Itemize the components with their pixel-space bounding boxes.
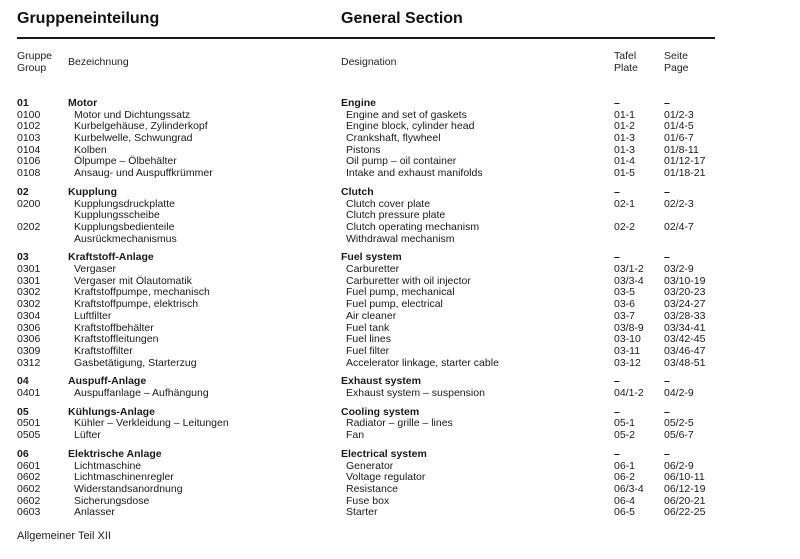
group-code: 0200 (17, 198, 41, 210)
plate-number: – (614, 251, 620, 263)
designation-english: Fuel filter (346, 345, 390, 357)
page-title-german: Gruppeneinteilung (17, 10, 160, 27)
plate-number: 06-5 (614, 506, 636, 518)
designation-german: Auspuffanlage – Aufhängung (74, 387, 209, 399)
designation-english: Exhaust system (341, 375, 421, 387)
designation-english: Electrical system (341, 448, 427, 460)
group-code: 0301 (17, 275, 41, 287)
table-row (0, 417, 800, 429)
plate-number: 01-2 (614, 120, 636, 132)
page-number: 01/12-17 (664, 155, 706, 167)
page-number: – (664, 251, 670, 263)
plate-number: 06/3-4 (614, 483, 644, 495)
group-code: 0505 (17, 429, 41, 441)
group-code: 0202 (17, 221, 41, 233)
group-code: 0108 (17, 167, 41, 179)
table-row (0, 506, 800, 518)
table-row (0, 429, 800, 441)
group-code: 0401 (17, 387, 41, 399)
designation-german: Kraftstoff-Anlage (68, 251, 154, 263)
group-code: 0306 (17, 322, 41, 334)
plate-number: 05-1 (614, 417, 636, 429)
header-rule (17, 37, 715, 39)
page-number: – (664, 97, 670, 109)
plate-number: 01-3 (614, 132, 636, 144)
group-code: 0601 (17, 460, 41, 472)
plate-number: 03-12 (614, 357, 641, 369)
designation-german: Elektrische Anlage (68, 448, 162, 460)
designation-english: Fuel lines (346, 333, 391, 345)
plate-number: 06-2 (614, 471, 636, 483)
designation-english: Radiator – grille – lines (346, 417, 453, 429)
designation-english: Cooling system (341, 406, 420, 418)
designation-german: Kraftstoffleitungen (74, 333, 159, 345)
designation-english: Voltage regulator (346, 471, 426, 483)
table-row (0, 310, 800, 322)
designation-german: Kupplungsscheibe (74, 209, 160, 221)
designation-english: Fuel pump, electrical (346, 298, 443, 310)
plate-number: 03-7 (614, 310, 636, 322)
table-row (0, 357, 800, 369)
designation-german: Sicherungsdose (74, 495, 150, 507)
group-code: 0603 (17, 506, 41, 518)
group-code: 0301 (17, 263, 41, 275)
designation-german: Kupplungsbedienteile (74, 221, 175, 233)
table-row (0, 298, 800, 310)
plate-number: – (614, 97, 620, 109)
column-header-plate: Tafel Plate (614, 50, 638, 74)
group-code: 0306 (17, 333, 41, 345)
designation-english: Fuel tank (346, 322, 390, 334)
plate-number: – (614, 448, 620, 460)
page-number: 03/34-41 (664, 322, 706, 334)
designation-english: Fuel pump, mechanical (346, 286, 455, 298)
plate-number: – (614, 406, 620, 418)
table-row (0, 209, 800, 221)
designation-german: Lüfter (74, 429, 101, 441)
designation-english: Crankshaft, flywheel (346, 132, 441, 144)
plate-number: – (614, 375, 620, 387)
plate-number: 03/3-4 (614, 275, 644, 287)
designation-german: Vergaser mit Ölautomatik (74, 275, 192, 287)
page-number: 06/12-19 (664, 483, 706, 495)
designation-german: Gasbetätigung, Starterzug (74, 357, 197, 369)
designation-german: Ansaug- und Auspuffkrümmer (74, 167, 213, 179)
page-number: 01/4-5 (664, 120, 694, 132)
designation-english: Pistons (346, 144, 381, 156)
designation-english: Clutch pressure plate (346, 209, 446, 221)
plate-number: – (614, 186, 620, 198)
table-row (0, 155, 800, 167)
group-code: 0106 (17, 155, 41, 167)
section-row (0, 375, 800, 387)
designation-english: Clutch cover plate (346, 198, 431, 210)
plate-number: 03/1-2 (614, 263, 644, 275)
plate-number: 02-2 (614, 221, 636, 233)
page-number: – (664, 375, 670, 387)
designation-german: Kupplung (68, 186, 117, 198)
designation-german: Kühler – Verkleidung – Leitungen (74, 417, 229, 429)
designation-german: Kurbelwelle, Schwungrad (74, 132, 193, 144)
designation-german: Anlasser (74, 506, 115, 518)
designation-german: Lichtmaschine (74, 460, 142, 472)
designation-german: Kolben (74, 144, 107, 156)
page-number: – (664, 448, 670, 460)
designation-english: Engine (341, 97, 377, 109)
page-number: 03/20-23 (664, 286, 706, 298)
designation-german: Kraftstoffpumpe, mechanisch (74, 286, 210, 298)
table-row (0, 471, 800, 483)
group-code: 05 (17, 406, 29, 418)
column-header-designation: Designation (341, 56, 397, 68)
plate-number: 02-1 (614, 198, 636, 210)
page-title-english: General Section (341, 10, 463, 27)
table-row (0, 345, 800, 357)
page-number: 03/24-27 (664, 298, 706, 310)
table-row (0, 286, 800, 298)
group-code: 06 (17, 448, 29, 460)
table-row (0, 387, 800, 399)
designation-english: Resistance (346, 483, 398, 495)
column-header-bezeichnung: Bezeichnung (68, 56, 129, 68)
designation-german: Kraftstoffpumpe, elektrisch (74, 298, 199, 310)
designation-english: Oil pump – oil container (346, 155, 457, 167)
page-number: 06/22-25 (664, 506, 706, 518)
group-code: 01 (17, 97, 29, 109)
designation-english: Clutch (341, 186, 374, 198)
designation-english: Engine block, cylinder head (346, 120, 475, 132)
group-code: 0602 (17, 495, 41, 507)
group-code: 0103 (17, 132, 41, 144)
page-number: 03/46-47 (664, 345, 706, 357)
designation-english: Exhaust system – suspension (346, 387, 485, 399)
page-number: 02/2-3 (664, 198, 694, 210)
plate-number: 03-5 (614, 286, 636, 298)
group-code: 0302 (17, 286, 41, 298)
page-number: 03/42-45 (664, 333, 706, 345)
page-number: 01/6-7 (664, 132, 694, 144)
page-number: 05/2-5 (664, 417, 694, 429)
table-row (0, 221, 800, 233)
designation-german: Ölpumpe – Ölbehälter (74, 155, 177, 167)
column-header-page: Seite Page (664, 50, 689, 74)
group-code: 0304 (17, 310, 41, 322)
page-number: 01/8-11 (664, 144, 699, 156)
designation-english: Carburetter with oil injector (346, 275, 471, 287)
designation-german: Kupplungsdruckplatte (74, 198, 175, 210)
designation-german: Vergaser (74, 263, 117, 275)
page-footer: Allgemeiner Teil XII (17, 530, 111, 542)
page-number: 04/2-9 (664, 387, 694, 399)
section-row (0, 251, 800, 263)
plate-number: 01-4 (614, 155, 636, 167)
designation-german: Auspuff-Anlage (68, 375, 147, 387)
designation-english: Fuse box (346, 495, 390, 507)
designation-english: Withdrawal mechanism (346, 233, 455, 245)
designation-english: Carburetter (346, 263, 400, 275)
designation-german: Lichtmaschinenregler (74, 471, 174, 483)
plate-number: 06-1 (614, 460, 636, 472)
page-number: 02/4-7 (664, 221, 694, 233)
designation-english: Engine and set of gaskets (346, 109, 467, 121)
plate-number: 01-3 (614, 144, 636, 156)
designation-german: Kraftstoffilter (74, 345, 133, 357)
plate-number: 03-10 (614, 333, 641, 345)
section-row (0, 448, 800, 460)
page-number: 06/20-21 (664, 495, 706, 507)
group-code: 0312 (17, 357, 41, 369)
table-row (0, 263, 800, 275)
group-code: 0100 (17, 109, 41, 121)
group-code: 0602 (17, 471, 41, 483)
designation-german: Motor (68, 97, 98, 109)
group-code: 0501 (17, 417, 41, 429)
table-row (0, 233, 800, 245)
page-number: 03/28-33 (664, 310, 706, 322)
group-code: 0309 (17, 345, 41, 357)
designation-english: Generator (346, 460, 394, 472)
group-code: 04 (17, 375, 29, 387)
designation-english: Clutch operating mechanism (346, 221, 480, 233)
plate-number: 01-1 (614, 109, 636, 121)
group-code: 0104 (17, 144, 41, 156)
designation-english: Air cleaner (346, 310, 397, 322)
designation-english: Fuel system (341, 251, 402, 263)
page-number: 06/2-9 (664, 460, 694, 472)
section-row (0, 186, 800, 198)
plate-number: 06-4 (614, 495, 636, 507)
designation-german: Kurbelgehäuse, Zylinderkopf (74, 120, 208, 132)
table-row (0, 120, 800, 132)
plate-number: 04/1-2 (614, 387, 644, 399)
column-header-group: Gruppe Group (17, 50, 53, 74)
group-code: 02 (17, 186, 29, 198)
designation-german: Kraftstoffbehälter (74, 322, 154, 334)
page-number: 03/48-51 (664, 357, 706, 369)
table-row (0, 132, 800, 144)
table-row (0, 483, 800, 495)
group-code: 03 (17, 251, 29, 263)
plate-number: 03/8-9 (614, 322, 644, 334)
page-number: 03/10-19 (664, 275, 706, 287)
designation-german: Motor und Dichtungssatz (74, 109, 191, 121)
page-number: – (664, 186, 670, 198)
group-code: 0102 (17, 120, 41, 132)
page-number: 05/6-7 (664, 429, 694, 441)
designation-german: Kühlungs-Anlage (68, 406, 155, 418)
designation-english: Fan (346, 429, 365, 441)
page-number: 06/10-11 (664, 471, 705, 483)
table-row (0, 333, 800, 345)
page-number: 01/18-21 (664, 167, 706, 179)
designation-german: Ausrückmechanismus (74, 233, 177, 245)
table-row (0, 167, 800, 179)
designation-english: Intake and exhaust manifolds (346, 167, 483, 179)
group-code: 0302 (17, 298, 41, 310)
plate-number: 05-2 (614, 429, 636, 441)
designation-german: Widerstandsanordnung (74, 483, 183, 495)
group-code: 0602 (17, 483, 41, 495)
page-number: 03/2-9 (664, 263, 694, 275)
section-row (0, 97, 800, 109)
page-number: – (664, 406, 670, 418)
plate-number: 01-5 (614, 167, 636, 179)
plate-number: 03-11 (614, 345, 641, 357)
designation-english: Accelerator linkage, starter cable (346, 357, 499, 369)
page-number: 01/2-3 (664, 109, 694, 121)
plate-number: 03-6 (614, 298, 636, 310)
designation-german: Luftfilter (74, 310, 112, 322)
designation-english: Starter (346, 506, 378, 518)
